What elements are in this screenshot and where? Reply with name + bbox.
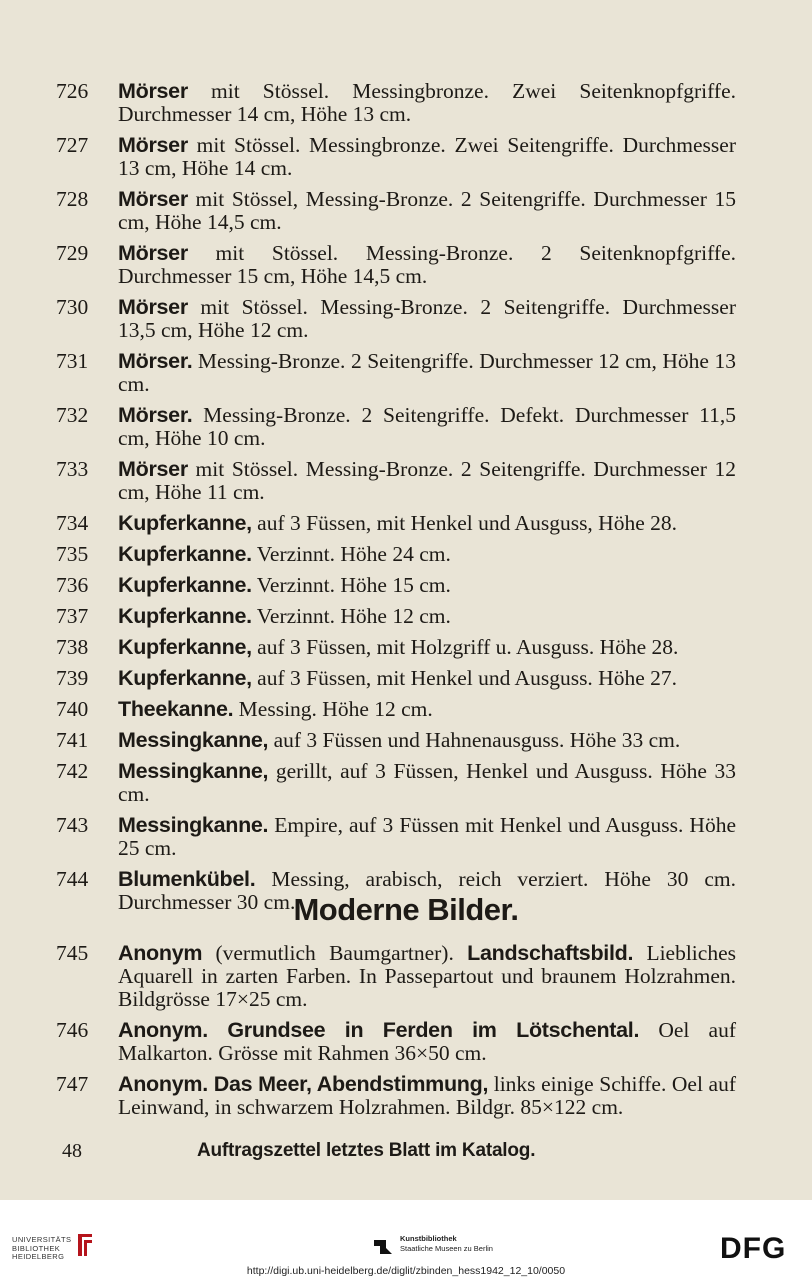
catalog-entry: [56, 760, 736, 806]
entry-title: Anonym: [118, 941, 203, 965]
entry-text: [118, 188, 736, 234]
entry-title: Mörser: [118, 133, 188, 157]
entry-text: [118, 134, 736, 180]
entry-list-bilder: [56, 942, 736, 1127]
entry-title-secondary: Landschaftsbild.: [467, 941, 634, 965]
catalog-entry: [56, 1019, 736, 1065]
entry-number: 744: [56, 867, 89, 891]
entry-description: auf 3 Füssen, mit Holzgriff u. Ausguss. Höhe 28.: [251, 635, 679, 659]
entry-text: [118, 605, 736, 628]
entry-number: 726: [56, 79, 89, 103]
entry-title: Messingkanne,: [118, 728, 269, 752]
entry-text: [118, 512, 736, 535]
entry-number: 740: [56, 697, 89, 721]
entry-text: [118, 729, 736, 752]
entry-title: Kupferkanne,: [118, 635, 252, 659]
uni-line-2: BIBLIOTHEK: [12, 1243, 61, 1253]
entry-text: [118, 296, 736, 342]
entry-text: [118, 404, 736, 450]
uni-line-1: UNIVERSITÄTS: [12, 1235, 72, 1244]
entry-text: [118, 1073, 736, 1119]
entry-text: [118, 814, 736, 860]
catalog-entry: [56, 296, 736, 342]
entry-number: 737: [56, 604, 89, 628]
catalog-entry: [56, 512, 736, 535]
entry-title: Mörser: [118, 79, 188, 103]
entry-description: mit Stössel. Messing-Bronze. 2 Seitenknopfgriffe. Durchmesser 15 cm, Höhe 14,5 cm.: [118, 241, 736, 288]
section-heading: Moderne Bilder.: [293, 892, 519, 927]
entry-text: [118, 760, 736, 806]
entry-text: [118, 636, 736, 659]
entry-title: Mörser.: [118, 403, 193, 427]
entry-number: 743: [56, 813, 89, 837]
entry-title: Mörser.: [118, 349, 193, 373]
entry-description: mit Stössel. Messing-Bronze. 2 Seitengriffe. Durchmesser 13,5 cm, Höhe 12 cm.: [118, 295, 736, 342]
entry-title: Mörser: [118, 457, 188, 481]
entry-description: Messing-Bronze. 2 Seitengriffe. Durchmesser 12 cm, Höhe 13 cm.: [118, 349, 736, 396]
entry-number: 731: [56, 349, 89, 373]
entry-title: Kupferkanne,: [118, 511, 252, 535]
entry-title: Messingkanne.: [118, 813, 269, 837]
entry-number: 742: [56, 759, 89, 783]
entry-description: mit Stössel. Messingbronze. Zwei Seitenknopfgriffe. Durchmesser 14 cm, Höhe 13 cm.: [118, 79, 736, 126]
entry-description: Verzinnt. Höhe 12 cm.: [251, 604, 451, 628]
entry-title: Kupferkanne.: [118, 542, 252, 566]
entry-text: [118, 667, 736, 690]
entry-number: 735: [56, 542, 89, 566]
museen-subtitle: Staatliche Museen zu Berlin: [400, 1244, 493, 1253]
entry-description: gerillt, auf 3 Füssen, Henkel und Ausguss. Höhe 33 cm.: [118, 759, 736, 806]
entry-number: 736: [56, 573, 89, 597]
university-logo-icon: [74, 1232, 96, 1258]
entry-description: Verzinnt. Höhe 15 cm.: [251, 573, 451, 597]
entry-title: Messingkanne,: [118, 759, 269, 783]
kunstbibliothek-logo-icon: [372, 1236, 394, 1258]
catalog-entry: [56, 667, 736, 690]
entry-description: Messing. Höhe 12 cm.: [233, 697, 433, 721]
entry-number: 729: [56, 241, 89, 265]
catalog-entry: [56, 574, 736, 597]
entry-description: (vermutlich Baumgartner).: [202, 941, 468, 965]
entry-description: mit Stössel. Messing-Bronze. 2 Seitengriffe. Durchmesser 12 cm, Höhe 11 cm.: [118, 457, 736, 504]
entry-number: 741: [56, 728, 89, 752]
entry-title: Anonym. Das Meer, Abendstimmung,: [118, 1072, 489, 1096]
entry-title: Mörser: [118, 295, 188, 319]
university-library-label: [12, 1236, 71, 1262]
dfg-logo: DFG: [720, 1232, 787, 1265]
entry-number: 733: [56, 457, 89, 481]
entry-number: 730: [56, 295, 89, 319]
entry-description: auf 3 Füssen, mit Henkel und Ausguss. Höhe 27.: [251, 666, 677, 690]
entry-text: [118, 350, 736, 396]
entry-text: [118, 574, 736, 597]
entry-description-secondary: Liebliches Aquarell in zarten Farben. In Passepartout und braunem Holzrahmen. Bildgrösse 17×25 cm.: [118, 941, 736, 1011]
entry-text: [118, 698, 736, 721]
entry-text: [118, 543, 736, 566]
catalog-entry: [56, 942, 736, 1011]
catalog-entry: [56, 1073, 736, 1119]
entry-title: Mörser: [118, 187, 188, 211]
entry-number: 745: [56, 941, 89, 965]
source-url[interactable]: http://digi.ub.uni-heidelberg.de/diglit/zbinden_hess1942_12_10/0050: [246, 1265, 566, 1277]
entry-number: 732: [56, 403, 89, 427]
catalog-entry: [56, 636, 736, 659]
entry-title: Kupferkanne.: [118, 573, 252, 597]
entry-title: Kupferkanne.: [118, 604, 252, 628]
entry-description: mit Stössel, Messing-Bronze. 2 Seitengriffe. Durchmesser 15 cm, Höhe 14,5 cm.: [118, 187, 736, 234]
catalog-entry: [56, 698, 736, 721]
entry-text: [118, 942, 736, 1011]
entry-title: Blumenkübel.: [118, 867, 256, 891]
entry-description: links einige Schiffe. Oel auf Leinwand, in schwarzem Holzrahmen. Bildgr. 85×122 cm.: [118, 1072, 736, 1119]
catalog-entry: [56, 814, 736, 860]
catalog-entry: [56, 404, 736, 450]
catalog-entry: [56, 458, 736, 504]
entry-number: 747: [56, 1072, 89, 1096]
catalog-entry: [56, 188, 736, 234]
catalog-entry: [56, 134, 736, 180]
entry-title: Theekanne.: [118, 697, 234, 721]
entry-description: auf 3 Füssen und Hahnenausguss. Höhe 33 cm.: [268, 728, 681, 752]
entry-description: Empire, auf 3 Füssen mit Henkel und Ausguss. Höhe 25 cm.: [118, 813, 736, 860]
entry-title: Anonym. Grundsee in Ferden im Lötschental.: [118, 1018, 640, 1042]
entry-description: Verzinnt. Höhe 24 cm.: [251, 542, 451, 566]
entry-description: auf 3 Füssen, mit Henkel und Ausguss, Höhe 28.: [251, 511, 677, 535]
entry-list: [56, 80, 736, 922]
entry-number: 739: [56, 666, 89, 690]
entry-text: [118, 242, 736, 288]
entry-title: Mörser: [118, 241, 188, 265]
entry-text: [118, 80, 736, 126]
kunstbibliothek-label: [400, 1234, 493, 1254]
kunstbibliothek-title: Kunstbibliothek: [400, 1234, 457, 1243]
catalog-entry: [56, 605, 736, 628]
page-number: 48: [62, 1140, 82, 1162]
entry-description: Oel auf Malkarton. Grösse mit Rahmen 36×50 cm.: [118, 1018, 736, 1065]
catalog-entry: [56, 80, 736, 126]
entry-title: Kupferkanne,: [118, 666, 252, 690]
catalog-entry: [56, 543, 736, 566]
entry-text: [118, 458, 736, 504]
catalog-entry: [56, 350, 736, 396]
entry-description: Messing-Bronze. 2 Seitengriffe. Defekt. Durchmesser 11,5 cm, Höhe 10 cm.: [118, 403, 736, 450]
entry-number: 727: [56, 133, 89, 157]
uni-line-3: HEIDELBERG: [12, 1252, 65, 1261]
entry-text: [118, 1019, 736, 1065]
catalog-entry: [56, 242, 736, 288]
entry-number: 746: [56, 1018, 89, 1042]
entry-number: 734: [56, 511, 89, 535]
entry-description: Messing, arabisch, reich verziert. Höhe 30 cm. Durchmesser 30 cm.: [118, 867, 736, 914]
footer-note: Auftragszettel letztes Blatt im Katalog.: [197, 1140, 536, 1161]
catalog-entry: [56, 729, 736, 752]
entry-description: mit Stössel. Messingbronze. Zwei Seitengriffe. Durchmesser 13 cm, Höhe 14 cm.: [118, 133, 736, 180]
entry-number: 738: [56, 635, 89, 659]
entry-number: 728: [56, 187, 89, 211]
